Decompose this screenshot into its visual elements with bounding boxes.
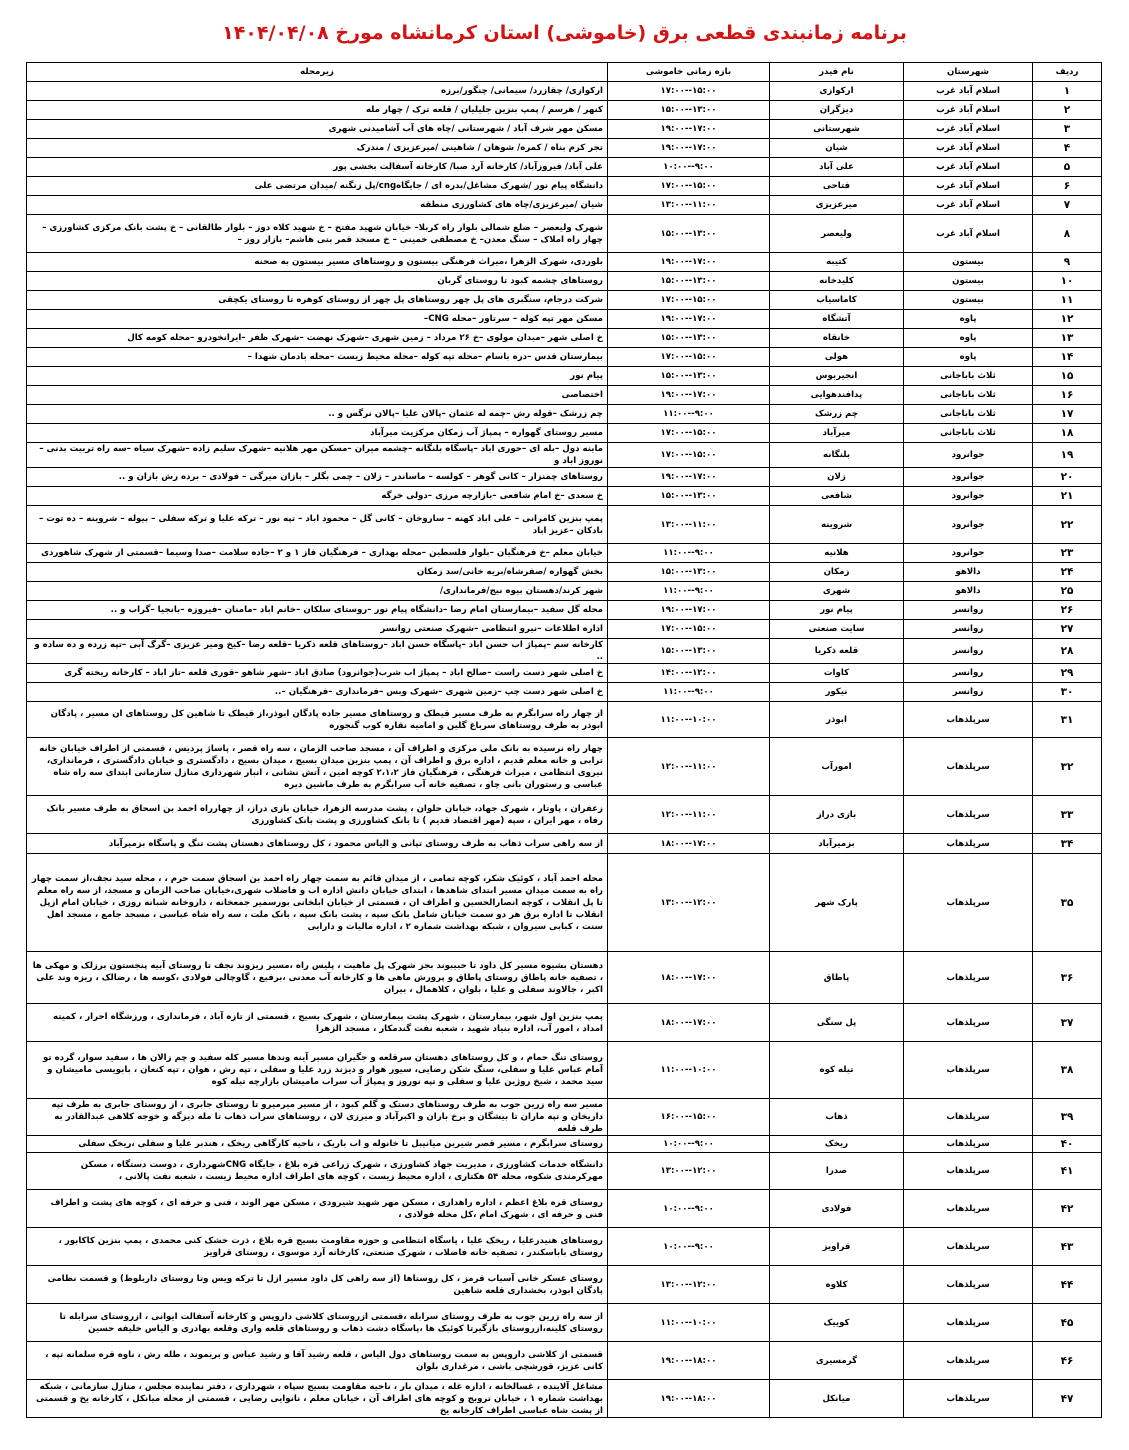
city-cell: سرپلذهاب: [904, 1266, 1033, 1304]
outage-schedule-table: [26, 62, 1102, 1418]
table-row: [27, 620, 1102, 639]
table-header-row: [27, 63, 1102, 82]
row-number: ۲: [1033, 101, 1102, 120]
feeder-cell: تیله کوه: [770, 1042, 904, 1099]
feeder-cell: زلان: [770, 468, 904, 487]
outage-time-cell: ۱۰:۰۰--۱۱:۰۰: [608, 702, 770, 738]
sub-area-cell: روستای قره بلاغ اعظم ، اداره راهداری ، مسکن مهر شهید شیرودی ، مسکن مهر الوند ، فنی و حرفه ای ، کوچه های پشت و اطراف فنی و حرفه ای ، شهرک امام ،کل محله فولادی ،: [27, 1190, 608, 1228]
table-row: [27, 82, 1102, 101]
feeder-cell: فتاحی: [770, 177, 904, 196]
sub-area-cell: خ اصلی شهر دست راست –صالح اباد – پمپاژ اب شرب(جوانرود) صادق اباد –شهر شاهو –قوری قلعه –تاز اباد – کارخانه ریخته گری: [27, 664, 608, 683]
sub-area-cell: روستاهای هنیدرعلیا ، ریخک علیا ، پاسگاه انتظامی و حوزه مقاومت بسیج قره بلاغ ، ذرت خشک کنی محمدی ، پمپ بنزین کاکابور ، روستای باباسکندر ، تصفیه خانه فاضلاب ، شهرک صنعتی، کارخانه آرد موسوی ، روستای قراویز: [27, 1228, 608, 1266]
outage-time-cell: ۱۷:۰۰--۱۹:۰۰: [608, 601, 770, 620]
feeder-cell: سایت صنعتی: [770, 620, 904, 639]
table-row: [27, 487, 1102, 506]
feeder-cell: میانکل: [770, 1380, 904, 1418]
row-number: ۱۶: [1033, 386, 1102, 405]
sub-area-cell: زعفران ، پاوتار ، شهرک جهاد، خیابان حلوان ، پشت مدرسه الزهرا، خیابان بازی دراز، از چهارراه احمد بن اسحاق به طرف مسیر بانک رفاه ، مهر ایران ، سپه (مهر اقتصاد قدیم ) تا بانک کشاورزی و پشت بانک کشاورزی: [27, 796, 608, 834]
feeder-cell: بلنگانه: [770, 443, 904, 468]
row-number: ۲۷: [1033, 620, 1102, 639]
row-number: ۱۰: [1033, 272, 1102, 291]
city-cell: روانسر: [904, 620, 1033, 639]
feeder-cell: کوییک: [770, 1304, 904, 1342]
sub-area-cell: دهستان بشیوه مسیر کل داود تا حبیبوند بجز شهرک پل ماهیت ، پلیس راه ،مسیر ریزوند نجف تا روستای آبیه پنجستون برزلک و مهکی ها ، تصفیه خانه پاطاق روستای پاطاق و پرورش ماهی ها و کارخانه آب معدنی ،برفیع ، گاوچالی فولادی ،کوسه ها ، رضالک ، ریزه وند علی اکبر ، جالاوند سفلی و علیا ، بلوان ، کلاهمال ، بیران: [27, 952, 608, 1004]
row-number: ۴۱: [1033, 1153, 1102, 1190]
feeder-cell: دیزگران: [770, 101, 904, 120]
feeder-cell: گرمسیری: [770, 1342, 904, 1380]
city-cell: سرپلذهاب: [904, 952, 1033, 1004]
table-row: [27, 506, 1102, 544]
sub-area-cell: پمپ بنزین اول شهر، بیمارستان ، شهرک پشت بیمارستان ، شهرک بسیج ، قسمتی از تازه آباد ، فرمانداری ، ورزشگاه احرار ، کمیته امداد ، امور آب، اداره بنیاد شهید ، شعبه نفت گندمکار ، مسجد الزهرا: [27, 1004, 608, 1042]
outage-time-cell: ۱۳:۰۰--۱۵:۰۰: [608, 639, 770, 664]
table-row: [27, 1042, 1102, 1099]
table-row: [27, 158, 1102, 177]
table-row: [27, 310, 1102, 329]
city-cell: سرپلذهاب: [904, 834, 1033, 854]
table-row: [27, 1266, 1102, 1304]
outage-time-cell: ۱۵:۰۰--۱۷:۰۰: [608, 443, 770, 468]
feeder-cell: پارک شهر: [770, 854, 904, 952]
table-row: [27, 738, 1102, 796]
sub-area-cell: از سه راه زرین جوب به طرف روستای سرابله ،قسمتی ازروستای کلاشی داروپس و کارخانه آسفالت ایوانی ، ازروستای سرابله تا روستای کلینه،ازروستای بازگیرتا کوئیک ها ،پاسگاه دشت ذهاب و روستاهای قلعه واری وقلعه بهادری و الیاس خلیفه حسین: [27, 1304, 608, 1342]
sub-area-cell: مشاغل آلاینده ، غسالخانه ، اداره غله ، میدان بار ، ناحیه مقاومت بسیج سپاه ، شهرداری ، دفتر نماینده مجلس ، منازل سازمانی ، شبکه بهداشت شماره ۱ ، خیابان تروبج و کوچه های اطراف آن ، خیابان معلم ، نانوایی رضایی ، قسمتی از محله میانکل ، کارخانه یخ و قسمتی از پشت شاه عباسی اطراف کارخانه یخ: [27, 1380, 608, 1418]
sub-area-cell: روستاهای چمنزار – کانی گوهر – کولسه – ماساندر – زلان – چمی بگلر – بازان میرگی – فولادی – برده رش بازان و ..: [27, 468, 608, 487]
row-number: ۳۳: [1033, 796, 1102, 834]
sub-area-cell: قسمتی از کلاشی داروپس به سمت روستاهای دول الیاس ، قلعه رشید آقا و رشید عباس و بریموند ، طله رش ، ناوه قره سلمانه تپه ، کانی عزیز، قورشچی باشی ، مرغداری بلوان: [27, 1342, 608, 1380]
table-row: [27, 443, 1102, 468]
city-cell: سرپلذهاب: [904, 796, 1033, 834]
outage-time-cell: ۱۳:۰۰--۱۵:۰۰: [608, 215, 770, 253]
feeder-cell: کتیبه: [770, 253, 904, 272]
city-cell: سرپلذهاب: [904, 1004, 1033, 1042]
city-cell: اسلام آباد غرب: [904, 139, 1033, 158]
sub-area-cell: روستای عسکر خانی آسیاب قرمز ، کل روستاها (از سه راهی کل داود مسیر ازل تا ترکه ویس وتا روستای داربلوط) و قسمت نظامی پادگان ابوذر، بخشداری قلعه شاهین: [27, 1266, 608, 1304]
outage-time-cell: ۱۳:۰۰--۱۵:۰۰: [608, 101, 770, 120]
table-row: [27, 582, 1102, 601]
sub-area-cell: مسیر سه راه زرین جوب به طرف روستاهای دستک و گلم کبود ، از مسیر میرمیرو تا روستای جابری ، از روستای جابری به طرف تپه داریخان و تپه ماران تا بیشگان و برخ باران و اکبرآباد و میرزی لان ، روستاهای سراب ذهاب تا مله دیزگه و خوجه کلاهی عبدالقادر به طرف قلعه: [27, 1099, 608, 1136]
sub-area-cell: اختصاصی: [27, 386, 608, 405]
feeder-cell: علی آباد: [770, 158, 904, 177]
sub-area-cell: علی آباد/ فیروزآباد/ کارخانه آرد صبا/ کارخانه آسفالت بخشی پور: [27, 158, 608, 177]
outage-time-cell: ۱۵:۰۰--۱۷:۰۰: [608, 348, 770, 367]
feeder-cell: کلاوه: [770, 1266, 904, 1304]
table-row: [27, 468, 1102, 487]
outage-time-cell: ۱۳:۰۰--۱۵:۰۰: [608, 487, 770, 506]
outage-time-cell: ۱۷:۰۰--۱۹:۰۰: [608, 310, 770, 329]
feeder-cell: شافعی: [770, 487, 904, 506]
sub-area-cell: ارکوازی/ چقازرد/ سیمانی/ چنگور/برزه: [27, 82, 608, 101]
table-row: [27, 1136, 1102, 1153]
sub-area-cell: بیمارستان قدس –دره باسام –محله تپه کوله –محله محیط زیست –محله بادمان شهدا –: [27, 348, 608, 367]
city-cell: اسلام آباد غرب: [904, 196, 1033, 215]
row-number: ۲۱: [1033, 487, 1102, 506]
sub-area-cell: پمپ بنزین کامرانی – علی اباد کهنه – ساروخان – کانی گل – محمود اباد – تپه نور – ترکه علیا و ترکه سفلی – بیوله – شروینه – ده توت – بادکان –عزیز اباد: [27, 506, 608, 544]
city-cell: اسلام آباد غرب: [904, 82, 1033, 101]
table-row: [27, 196, 1102, 215]
city-cell: روانسر: [904, 664, 1033, 683]
feeder-cell: ذهاب: [770, 1099, 904, 1136]
feeder-cell: فولادی: [770, 1190, 904, 1228]
feeder-cell: کاماسیاب: [770, 291, 904, 310]
feeder-cell: بازی دراز: [770, 796, 904, 834]
row-number: ۳: [1033, 120, 1102, 139]
feeder-cell: میرآباد: [770, 424, 904, 443]
table-row: [27, 1304, 1102, 1342]
feeder-cell: شروینه: [770, 506, 904, 544]
row-number: ۷: [1033, 196, 1102, 215]
outage-time-cell: ۱۲:۰۰--۱۴:۰۰: [608, 664, 770, 683]
feeder-cell: امورآب: [770, 738, 904, 796]
table-row: [27, 348, 1102, 367]
city-cell: سرپلذهاب: [904, 1190, 1033, 1228]
sub-area-cell: روستای سرابگرم ، مسیر قصر شیرین میانیبل تا خانوله و اب باریک ، ناحیه کارگاهی ریخک ، هندبر علیا و سفلی ،ریخک سفلی: [27, 1136, 608, 1153]
feeder-cell: هولی: [770, 348, 904, 367]
row-number: ۲۶: [1033, 601, 1102, 620]
feeder-cell: شهرستانی: [770, 120, 904, 139]
sub-area-cell: مسکن مهر تپه کوله – سرتاور –محله CNG–: [27, 310, 608, 329]
table-row: [27, 386, 1102, 405]
outage-time-cell: ۱۷:۰۰--۱۹:۰۰: [608, 468, 770, 487]
sub-area-cell: دانشگاه پیام نور /شهرک مشاغل/بدره ای / جایگاهcng/پل زنگنه /میدان مرتضی علی: [27, 177, 608, 196]
sub-area-cell: تجر کرم بناه / کمره/ شوهان / شاهینی /میرعزیزی / مندرک: [27, 139, 608, 158]
outage-time-cell: ۹:۰۰--۱۰:۰۰: [608, 1190, 770, 1228]
feeder-cell: کاوات: [770, 664, 904, 683]
feeder-cell: کلیدخانه: [770, 272, 904, 291]
document-title: برنامه زمانبندی قطعی برق (خاموشی) استان کرمانشاه مورخ ۱۴۰۴/۰۴/۰۸: [222, 22, 907, 44]
table-row: [27, 101, 1102, 120]
sub-area-cell: محله احمد آباد ، کوئیک شکر، کوچه تمامی ، از میدان قائم به سمت چهار راه احمد بن اسحاق سمت حرم ، ، محله سید نجف،از سمت چهار راه به سمت میدان مسیر ابتدای شاهدها ، ابتدای خیابان دانش اداره اب و فاضلاب شهری،خیابان صاحب الزمان و مسجد، از سه راه معلم تا پل انقلاب ، کوچه انصارالحسین و اطراف ان ، قسمتی از خیابان ابلخانی بورسمیر جمعخانه ، داروخانه شبانه روزی ، خیابان امام ازپل انقلاب تا اداره برق هر دو سمت خیابان شامل بانک سپه ، پشت بانک سپه ، بانک ملت ، سه راه شاه عباسی ، مسجد جامع ، مسجد اهل سنت ، کبابی سیروان ، شبکه بهداشت شماره ۲ ، اداره مالیات و دارایی: [27, 854, 608, 952]
table-row: [27, 139, 1102, 158]
sub-area-cell: ماینه دول –بله ای –حوری اباد –پاسگاه بلنگانه –چشمه میران –مسکن مهر هلانیه –شهرک سلیم زاده –شهرک سیاه –سه راه تربیت بدنی –نوروز اباد و: [27, 443, 608, 468]
city-cell: جوانرود: [904, 468, 1033, 487]
row-number: ۱۵: [1033, 367, 1102, 386]
sub-area-cell: بخش گهواره /صفرشاه/بریه خانی/سد زمکان: [27, 563, 608, 582]
feeder-cell: میرعزیزی: [770, 196, 904, 215]
sub-area-cell: شرکت درجام، سنگبری های پل چهر روستاهای پل چهر از روستای کوهره تا روستای یکچقی: [27, 291, 608, 310]
outage-time-cell: ۱۲:۰۰--۱۳:۰۰: [608, 1153, 770, 1190]
city-cell: اسلام آباد غرب: [904, 101, 1033, 120]
city-cell: دالاهو: [904, 563, 1033, 582]
feeder-cell: هلانیه: [770, 544, 904, 563]
sub-area-cell: از سه راهی سراب ذهاب به طرف روستای تپانی و الیاس محمود ، کل روستاهای دهستان پشت تنگ و پاسگاه بزمیرآباد: [27, 834, 608, 854]
city-cell: سرپلذهاب: [904, 1342, 1033, 1380]
row-number: ۲۲: [1033, 506, 1102, 544]
city-cell: پاوه: [904, 348, 1033, 367]
city-cell: پاوه: [904, 310, 1033, 329]
outage-time-cell: ۱۸:۰۰--۱۹:۰۰: [608, 1380, 770, 1418]
table-row: [27, 544, 1102, 563]
row-number: ۸: [1033, 215, 1102, 253]
outage-time-cell: ۱۱:۰۰--۱۳:۰۰: [608, 196, 770, 215]
outage-time-cell: ۱۰:۰۰--۱۱:۰۰: [608, 1304, 770, 1342]
city-cell: روانسر: [904, 601, 1033, 620]
sub-area-cell: روستاهای چشمه کبود تا روستای گربان: [27, 272, 608, 291]
table-row: [27, 405, 1102, 424]
row-number: ۳۰: [1033, 683, 1102, 702]
feeder-cell: پل سنگی: [770, 1004, 904, 1042]
row-number: ۲۴: [1033, 563, 1102, 582]
city-cell: اسلام آباد غرب: [904, 120, 1033, 139]
row-number: ۵: [1033, 158, 1102, 177]
row-number: ۴۴: [1033, 1266, 1102, 1304]
row-number: ۱۳: [1033, 329, 1102, 348]
table-row: [27, 563, 1102, 582]
table-row: [27, 639, 1102, 664]
sub-area-cell: کنهر / هرسم / پمپ بنزین جلیلیان / قلعه ترک / چهار مله: [27, 101, 608, 120]
outage-time-cell: ۱۷:۰۰--۱۹:۰۰: [608, 253, 770, 272]
city-cell: ثلاث باباجانی: [904, 405, 1033, 424]
table-row: [27, 1190, 1102, 1228]
row-number: ۲۵: [1033, 582, 1102, 601]
table-row: [27, 253, 1102, 272]
city-cell: اسلام آباد غرب: [904, 158, 1033, 177]
table-row: [27, 291, 1102, 310]
city-cell: جوانرود: [904, 443, 1033, 468]
outage-time-cell: ۹:۰۰--۱۱:۰۰: [608, 683, 770, 702]
sub-area-cell: شهرک ولیعصر – ضلع شمالی بلوار راه کربلا– خیابان شهید مفتح – خ شهید کلاه دوز – بلوار طالقانی – خ پشت بانک مرکزی کشاورزی – چهار راه املاک – سنگ معدن– خ مصطفی خمینی – خ مسجد قمر بنی هاشم– بازار روز –: [27, 215, 608, 253]
city-cell: اسلام آباد غرب: [904, 215, 1033, 253]
city-cell: روانسر: [904, 683, 1033, 702]
table-row: [27, 1004, 1102, 1042]
sub-area-cell: مسیر روستای گهواره – پمپاژ آب زمکان مرکزیت میرآباد: [27, 424, 608, 443]
sub-area-cell: بلوردی، شهرک الزهرا ،میراث فرهنگی بیستون و روستاهای مسیر بیستون به صحنه: [27, 253, 608, 272]
row-number: ۱۱: [1033, 291, 1102, 310]
city-cell: پاوه: [904, 329, 1033, 348]
row-number: ۳۷: [1033, 1004, 1102, 1042]
row-number: ۳۶: [1033, 952, 1102, 1004]
outage-time-cell: ۹:۰۰--۱۰:۰۰: [608, 1136, 770, 1153]
table-row: [27, 272, 1102, 291]
city-cell: سرپلذهاب: [904, 702, 1033, 738]
table-row: [27, 1228, 1102, 1266]
feeder-cell: صدرا: [770, 1153, 904, 1190]
table-row: [27, 834, 1102, 854]
table-row: [27, 177, 1102, 196]
outage-time-cell: ۹:۰۰--۱۰:۰۰: [608, 1228, 770, 1266]
table-row: [27, 702, 1102, 738]
city-cell: روانسر: [904, 639, 1033, 664]
city-cell: سرپلذهاب: [904, 1304, 1033, 1342]
row-number: ۶: [1033, 177, 1102, 196]
outage-time-cell: ۱۵:۰۰--۱۷:۰۰: [608, 424, 770, 443]
sub-area-cell: اداره اطلاعات –نیرو انتظامی –شهرک صنعتی روانسر: [27, 620, 608, 639]
feeder-cell: قلعه ذکریا: [770, 639, 904, 664]
outage-time-cell: ۹:۰۰--۱۱:۰۰: [608, 582, 770, 601]
row-number: ۱: [1033, 82, 1102, 101]
outage-time-cell: ۱۲:۰۰--۱۳:۰۰: [608, 854, 770, 952]
header-outage-time: بازه زمانی خاموشی: [608, 63, 770, 82]
city-cell: بیستون: [904, 291, 1033, 310]
city-cell: جوانرود: [904, 487, 1033, 506]
row-number: ۲۳: [1033, 544, 1102, 563]
feeder-cell: پیام نور: [770, 601, 904, 620]
city-cell: بیستون: [904, 272, 1033, 291]
row-number: ۲۹: [1033, 664, 1102, 683]
row-number: ۴۶: [1033, 1342, 1102, 1380]
row-number: ۴۰: [1033, 1136, 1102, 1153]
row-number: ۱۷: [1033, 405, 1102, 424]
outage-time-cell: ۹:۰۰--۱۰:۰۰: [608, 158, 770, 177]
city-cell: ثلاث باباجانی: [904, 424, 1033, 443]
feeder-cell: پدافندهوایی: [770, 386, 904, 405]
city-cell: سرپلذهاب: [904, 1136, 1033, 1153]
sub-area-cell: محله گل سفید –بیمارستان امام رضا –دانشگاه پیام نور –روستای سلکان –خانم اباد –مامنان –فیروزه –بانجیا –گراب و ..: [27, 601, 608, 620]
row-number: ۳۴: [1033, 834, 1102, 854]
row-number: ۱۸: [1033, 424, 1102, 443]
city-cell: جوانرود: [904, 506, 1033, 544]
table-row: [27, 215, 1102, 253]
city-cell: دالاهو: [904, 582, 1033, 601]
feeder-cell: پاطاق: [770, 952, 904, 1004]
row-number: ۱۹: [1033, 443, 1102, 468]
sub-area-cell: چهار راه نرسیده به بانک ملی مرکزی و اطراف آن ، مسجد صاحب الزمان ، سه راه قصر ، پاساژ پردیس ، قسمتی از اطراف خیابان خانه ترابی و خانه معلم قدیم ، اداره برق و اطراف آن ، پمپ بنزین میدان بسیج ، میدان بسیج ، دادگستری و خیابان دادگستری ، فرمانداری، نیروی انتظامی ، میراث فرهنگی ، فرهنگیان فاز ۲،۱،۲ کوچه امین ، آتش نشانی ، انبار شهرداری منازل سازمانی ابتدای سه راه شاه عباسی و رستوران بانی چاو ، تصفیه خانه آب سرابگرم به طرف ماشین دیره: [27, 738, 608, 796]
city-cell: سرپلذهاب: [904, 738, 1033, 796]
city-cell: سرپلذهاب: [904, 1380, 1033, 1418]
outage-time-cell: ۱۲:۰۰--۱۳:۰۰: [608, 1266, 770, 1304]
table-row: [27, 664, 1102, 683]
table-row: [27, 1380, 1102, 1418]
outage-time-cell: ۱۰:۰۰--۱۱:۰۰: [608, 1042, 770, 1099]
feeder-cell: آتشگاه: [770, 310, 904, 329]
feeder-cell: بزمیرآباد: [770, 834, 904, 854]
feeder-cell: قراویز: [770, 1228, 904, 1266]
outage-time-cell: ۱۷:۰۰--۱۹:۰۰: [608, 120, 770, 139]
sub-area-cell: خیابان معلم –خ فرهنگیان –بلوار فلسطین –محله بهداری – فرهنگیان فاز ۱ و ۲ –جاده سلامت –صدا وسیما –قسمتی از شهرک شاهوردی: [27, 544, 608, 563]
feeder-cell: شیان: [770, 139, 904, 158]
outage-time-cell: ۱۱:۰۰--۱۲:۰۰: [608, 796, 770, 834]
city-cell: ثلاث باباجانی: [904, 367, 1033, 386]
feeder-cell: ریخک: [770, 1136, 904, 1153]
feeder-cell: ابوذر: [770, 702, 904, 738]
table-row: [27, 683, 1102, 702]
feeder-cell: ولیعصر: [770, 215, 904, 253]
row-number: ۲۰: [1033, 468, 1102, 487]
table-body: [27, 82, 1102, 1418]
table-row: [27, 1153, 1102, 1190]
sub-area-cell: شیان /میرعزیزی/چاه های کشاورزی منطقه: [27, 196, 608, 215]
outage-time-cell: ۱۷:۰۰--۱۹:۰۰: [608, 139, 770, 158]
row-number: ۹: [1033, 253, 1102, 272]
table-row: [27, 601, 1102, 620]
outage-time-cell: ۱۵:۰۰--۱۷:۰۰: [608, 291, 770, 310]
outage-time-cell: ۱۳:۰۰--۱۵:۰۰: [608, 329, 770, 348]
outage-time-cell: ۹:۰۰--۱۱:۰۰: [608, 544, 770, 563]
city-cell: جوانرود: [904, 544, 1033, 563]
city-cell: سرپلذهاب: [904, 1042, 1033, 1099]
header-row-number: ردیف: [1033, 63, 1102, 82]
city-cell: ثلاث باباجانی: [904, 386, 1033, 405]
header-feeder-name: نام فیدر: [770, 63, 904, 82]
sub-area-cell: شهر کرند/دهستان بیوه نیج/فرمانداری/: [27, 582, 608, 601]
sub-area-cell: کارخانه سم –پمپاژ اب حسن اباد –پاسگاه حسن اباد –روستاهای قلعه ذکریا –قلعه رضا –کیخ ومیر عزیزی –گرگ آبی –تپه زرده و ده ساده و ..: [27, 639, 608, 664]
sub-area-cell: خ اصلی شهر –میدان مولوی –خ ۲۶ مرداد – زمین شهری –شهرک نهضت –شهرک ظفر –ایرانخودرو –محله کومه کال: [27, 329, 608, 348]
outage-time-cell: ۱۳:۰۰--۱۵:۰۰: [608, 563, 770, 582]
header-sub-area: زیرمحله: [27, 63, 608, 82]
table-row: [27, 952, 1102, 1004]
row-number: ۱۴: [1033, 348, 1102, 367]
city-cell: سرپلذهاب: [904, 1099, 1033, 1136]
table-row: [27, 1099, 1102, 1136]
outage-time-cell: ۱۸:۰۰--۱۹:۰۰: [608, 1342, 770, 1380]
row-number: ۳۱: [1033, 702, 1102, 738]
feeder-cell: زمکان: [770, 563, 904, 582]
table-row: [27, 367, 1102, 386]
sub-area-cell: از چهار راه سرابگرم به طرف مسیر قیطک و روستاهای مسیر جاده پادگان ابوذر،از قیطک تا شاهین کل روستاهای ان مسیر ، پادگان ابوذر به طرف روستاهای سرباغ گلین و امامیه نقاره کوب گنجوره: [27, 702, 608, 738]
city-cell: بیستون: [904, 253, 1033, 272]
row-number: ۱۲: [1033, 310, 1102, 329]
outage-time-cell: ۱۵:۰۰--۱۶:۰۰: [608, 1099, 770, 1136]
row-number: ۳۹: [1033, 1099, 1102, 1136]
table-row: [27, 1342, 1102, 1380]
row-number: ۴۳: [1033, 1228, 1102, 1266]
outage-time-cell: ۱۱:۰۰--۱۲:۰۰: [608, 738, 770, 796]
row-number: ۳۲: [1033, 738, 1102, 796]
row-number: ۳۸: [1033, 1042, 1102, 1099]
outage-time-cell: ۱۷:۰۰--۱۹:۰۰: [608, 386, 770, 405]
city-cell: سرپلذهاب: [904, 1228, 1033, 1266]
table-row: [27, 120, 1102, 139]
row-number: ۳۵: [1033, 854, 1102, 952]
city-cell: سرپلذهاب: [904, 1153, 1033, 1190]
city-cell: اسلام آباد غرب: [904, 177, 1033, 196]
feeder-cell: ارکوازی: [770, 82, 904, 101]
feeder-cell: انجیربوس: [770, 367, 904, 386]
feeder-cell: چم زرشک: [770, 405, 904, 424]
sub-area-cell: روستای تنگ حمام ، و کل روستاهای دهستان سرقلعه و جگیران مسیر آینه وندها مسیر کله سفید و چم زالان ها ، سفید سوار، گرده تو آمام عباس علیا و سفلی، سنگ شکن رضایی، سیور هوار و دیزند زرد علیا و سفلی ، تپه رش ، هوان ، تپه کنعان ، بابویسی مامیشان و سید محمد ، شیخ روژین علیا و سفلی و تپه نوروز و پمپاژ آب سراب مامیشان بازارچه تیله کوه: [27, 1042, 608, 1099]
row-number: ۴۵: [1033, 1304, 1102, 1342]
feeder-cell: خانقاه: [770, 329, 904, 348]
table-row: [27, 424, 1102, 443]
outage-time-cell: ۱۵:۰۰--۱۷:۰۰: [608, 177, 770, 196]
outage-time-cell: ۱۷:۰۰--۱۸:۰۰: [608, 834, 770, 854]
feeder-cell: شهری: [770, 582, 904, 601]
table-row: [27, 796, 1102, 834]
outage-time-cell: ۱۳:۰۰--۱۵:۰۰: [608, 367, 770, 386]
outage-time-cell: ۱۷:۰۰--۱۸:۰۰: [608, 1004, 770, 1042]
outage-time-cell: ۹:۰۰--۱۱:۰۰: [608, 405, 770, 424]
sub-area-cell: مسکن مهر شرف آباد / شهرستانی /چاه های آب آشامیدنی شهری: [27, 120, 608, 139]
table-row: [27, 854, 1102, 952]
feeder-cell: نیکور: [770, 683, 904, 702]
outage-time-cell: ۱۵:۰۰--۱۷:۰۰: [608, 620, 770, 639]
outage-time-cell: ۱۳:۰۰--۱۵:۰۰: [608, 272, 770, 291]
row-number: ۲۸: [1033, 639, 1102, 664]
row-number: ۴: [1033, 139, 1102, 158]
outage-time-cell: ۱۱:۰۰--۱۳:۰۰: [608, 506, 770, 544]
row-number: ۴۷: [1033, 1380, 1102, 1418]
outage-time-cell: ۱۷:۰۰--۱۸:۰۰: [608, 952, 770, 1004]
sub-area-cell: چم زرشک –قوله رش –چمه له عثمان –پالان علیا –پالان نرگس و ..: [27, 405, 608, 424]
sub-area-cell: دانشگاه خدمات کشاورزی ، مدیریت جهاد کشاورزی ، شهرک زراعی قره بلاغ ، جایگاه CNGشهرداری ، دوست دستگاه ، مسکن مهرکرمندی شکوه، محله ۵۴ هکتاری ، اداره محیط زیست ، کوچه های اطراف اداره محیط زیست ، شعبه نفت پالانی ،: [27, 1153, 608, 1190]
sub-area-cell: خ سعدی –خ امام شافعی –بازارچه مرزی –دولی خرگه: [27, 487, 608, 506]
outage-time-cell: ۱۵:۰۰--۱۷:۰۰: [608, 82, 770, 101]
table-row: [27, 329, 1102, 348]
header-city: شهرستان: [904, 63, 1033, 82]
sub-area-cell: پیام نور: [27, 367, 608, 386]
city-cell: سرپلذهاب: [904, 854, 1033, 952]
sub-area-cell: خ اصلی شهر دست چپ –زمین شهری –شهرک وبس –فرمانداری –فرهنگیان –..: [27, 683, 608, 702]
row-number: ۴۲: [1033, 1190, 1102, 1228]
